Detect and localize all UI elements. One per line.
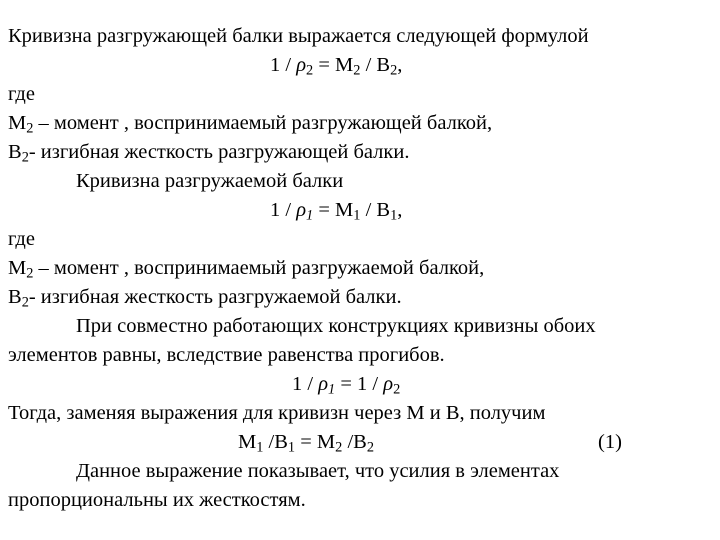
text-line: где [8,228,35,250]
text-line: При совместно работающих конструкциях кривизны обоих [76,315,596,337]
text-line: Тогда, заменяя выражения для кривизн через M и B, получим [8,402,546,424]
text-line: $B_2-$ изгибная жесткость разгружаемой балки. [8,286,402,311]
text-line: где [8,83,35,105]
text-line: элементов равны, вследствие равенства прогибов. [8,344,445,366]
formula-curvature-unloading: $1 / \rho_2 = M_2 / B_2$, [270,54,403,79]
text-line: $M_2$ – момент , воспринимаемый разгружающей балкой, [8,112,493,137]
text-line: пропорциональны их жесткостям. [8,489,306,511]
formula-ratio: $M_1$ $/B_1 = M_2$ $/B_2$ [238,431,374,456]
text-line: Данное выражение показывает, что усилия в элементах [76,460,560,482]
text-line: Кривизна разгружаемой балки [76,170,344,192]
text-line: Кривизна разгружающей балки выражается следующей формулой [8,25,589,47]
text-line: $M_2$ – момент , воспринимаемый разгружаемой балкой, [8,257,485,282]
equation-number: (1) [598,431,622,453]
formula-curvature-loaded: $1 / \rho_1 = M_1 / B_1$, [270,199,403,224]
text-line: $B_2-$ изгибная жесткость разгружающей балки. [8,141,410,166]
formula-equal-curvature: $1 / \rho_1 = 1 / \rho_2$ [292,373,401,398]
